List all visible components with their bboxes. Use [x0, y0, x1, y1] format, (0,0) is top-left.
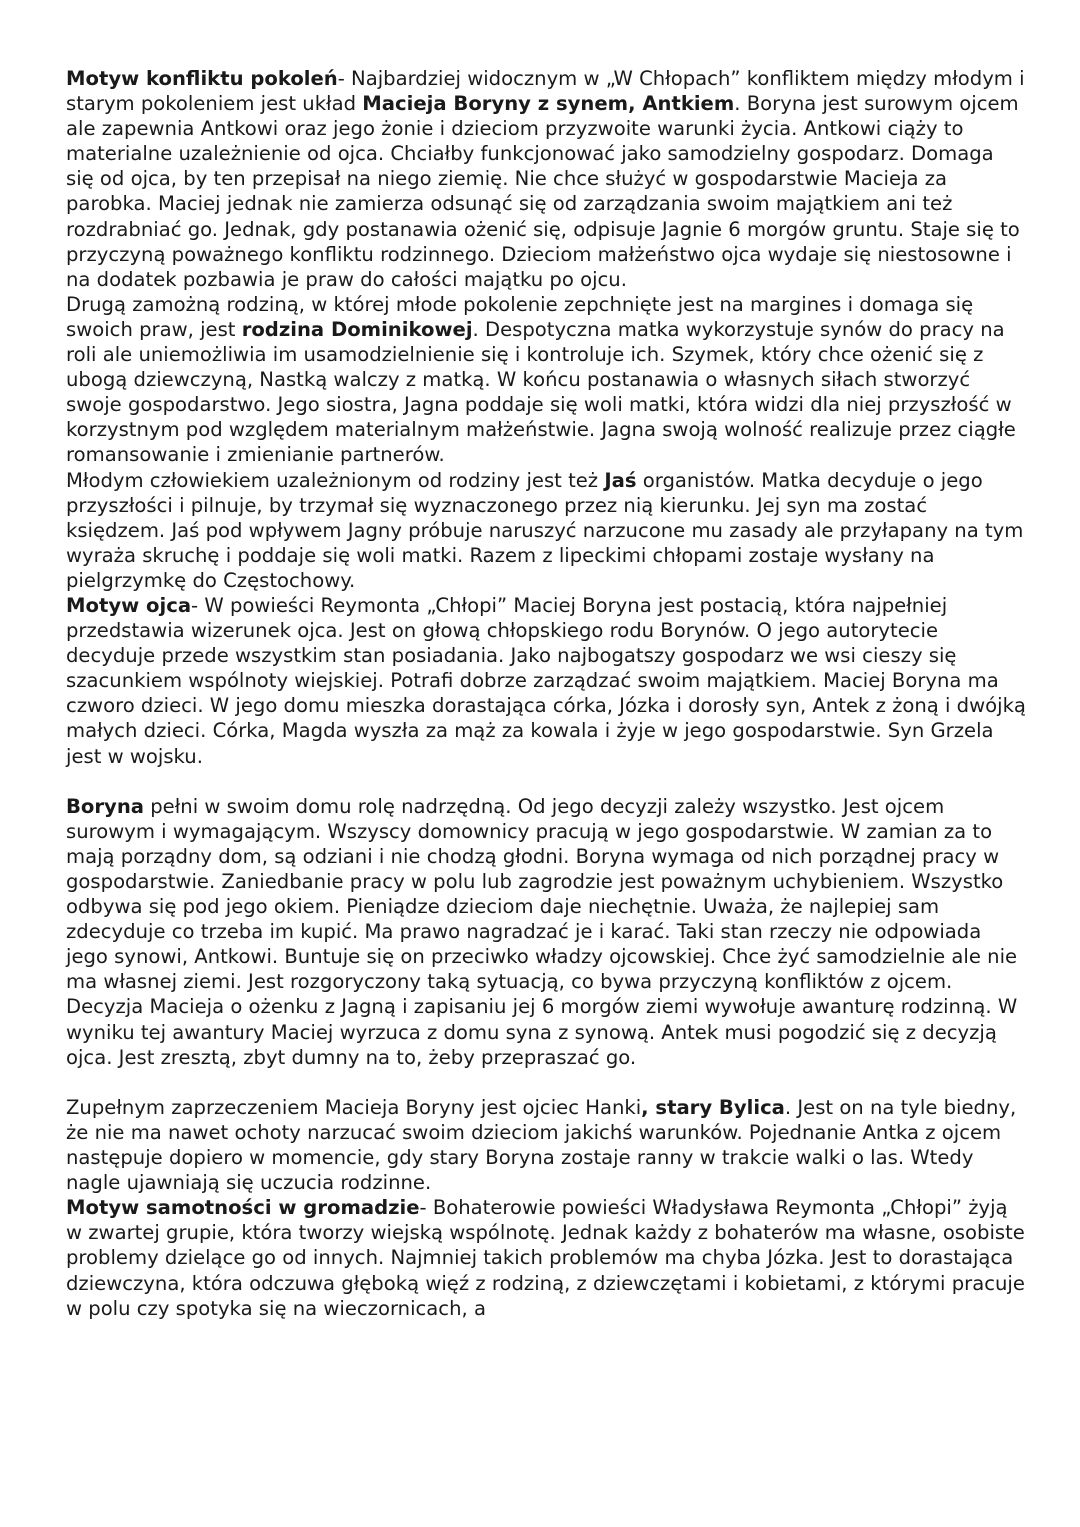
body-text: pełni w swoim domu rolę nadrzędną. Od jego decyzji zależy wszystko. Jest ojcem surowym i wymagającym. Wszyscy domownicy pracują w jego gospodarstwie. W zamian za to mają porządny dom, są odziani i nie chodzą głodni. Boryna wymaga od nich porządnej pracy w gospodarstwie. Zaniedbanie pracy w polu lub zagrodzie jest poważnym uchybieniem. Wszystko odbywa się pod jego okiem. Pieniądze dzieciom daje niechętnie. Uważa, że najlepiej sam zdecyduje co trzeba im kupić. Ma prawo nagradzać je i karać. Taki stan rzeczy nie odpowiada jego synowi, Antkowi. Buntuje się on przeciwko władzy ojcowskiej. Chce żyć samodzielnie ale nie ma własnej ziemi. Jest rozgoryczony taką sytuacją, co bywa przyczyną konfliktów z ojcem. Decyzja Macieja o ożenku z Jagną i zapisaniu jej 6 morgów ziemi wywołuje awanturę rodzinną. W wyniku tej awantury Maciej wyrzuca z domu syna z synową. Antek musi pogodzić się z decyzją ojca. Jest zresztą, zbyt dumny na to, żeby przepraszać go. — [66, 794, 1018, 1069]
body-text: organistów. Matka decyduje o jego przyszłości i pilnuje, by trzymał się wyznaczonego przez nią kierunku. Jej syn ma zostać księdzem. Jaś pod wpływem Jagny próbuje naruszyć narzucone mu zasady ale przyłapany na tym wyraża skruchę i poddaje się woli matki. Razem z lipeckimi chłopami zostaje wysłany na pielgrzymkę do Częstochowy. — [66, 468, 1024, 592]
body-text: - Bohaterowie powieści Władysława Reymonta „Chłopi” żyją w zwartej grupie, która tworzy wiejską wspólnotę. Jednak każdy z bohaterów ma własne, osobiste problemy dzielące go od innych. Najmniej takich problemów ma chyba Józka. Jest to dorastająca dziewczyna, która odczuwa głęboką więź z rodziną, z dziewczętami i kobietami, z którymi pracuje w polu czy spotyka się na wieczornicach, a — [66, 1196, 1025, 1320]
body-text: Drugą zamożną rodziną, w której młode pokolenie zepchnięte jest na margines i domaga się swoich praw, jest — [66, 292, 974, 341]
bold-heading-text: Motyw konfliktu pokoleń — [66, 67, 338, 90]
paragraph-p5 — [66, 794, 1026, 1070]
body-text: . Despotyczna matka wykorzystuje synów do pracy na roli ale uniemożliwia im usamodzielnienie się i kontroluje ich. Szymek, który chce ożenić się z ubogą dziewczyną, Nastką walczy z matką. W końcu postanawia o własnych siłach stworzyć swoje gospodarstwo. Jego siostra, Jagna poddaje się woli matki, która widzi dla niej przyszłość w korzystnym pod względem materialnym małżeństwie. Jagna swoją wolność realizuje przez ciągłe romansowanie i zmienianie partnerów. — [66, 317, 1016, 467]
paragraph-gap — [66, 1070, 1026, 1095]
paragraph-gap — [66, 769, 1026, 794]
bold-heading-text: Jaś — [604, 468, 637, 492]
bold-heading-text: Motyw ojca — [66, 593, 192, 617]
paragraph-p7 — [66, 1195, 1026, 1320]
bold-heading-text: rodzina Dominikowej — [241, 317, 473, 341]
bold-heading-text: , stary Bylica — [641, 1095, 785, 1119]
body-text: Zupełnym zaprzeczeniem Macieja Boryny jest ojciec Hanki — [66, 1095, 642, 1119]
bold-heading-text: Boryna — [66, 794, 145, 818]
body-text: - W powieści Reymonta „Chłopi” Maciej Boryna jest postacią, która najpełniej przedstawia wizerunek ojca. Jest on głową chłopskiego rodu Borynów. O jego autorytecie decyduje przede wszystkim stan posiadania. Jako najbogatszy gospodarz we wsi cieszy się szacunkiem wspólnoty wiejskiej. Potrafi dobrze zarządzać swoim majątkiem. Maciej Boryna ma czworo dzieci. W jego domu mieszka dorastająca córka, Józka i dorosły syn, Antek z żoną i dwójką małych dzieci. Córka, Magda wyszła za mąż za kowala i żyje w jego gospodarstwie. Syn Grzela jest w wojsku. — [66, 593, 1026, 768]
body-text: Młodym człowiekiem uzależnionym od rodziny jest też — [66, 468, 605, 492]
body-text: . Jest on na tyle biedny, że nie ma nawet ochoty narzucać swoim dzieciom jakichś warunków. Pojednanie Antka z ojcem następuje dopiero w momencie, gdy stary Boryna zostaje ranny w trakcie walki o las. Wtedy nagle ujawniają się uczucia rodzinne. — [66, 1095, 1017, 1195]
paragraph-p4 — [66, 593, 1026, 769]
body-text: . Boryna jest surowym ojcem ale zapewnia Antkowi oraz jego żonie i dzieciom przyzwoite warunki życia. Antkowi ciąży to materialne uzależnienie od ojca. Chciałby funkcjonować jako samodzielny gospodarz. Domaga się od ojca, by ten przepisał na niego ziemię. Nie chce służyć w gospodarstwie Macieja za parobka. Maciej jednak nie zamierza odsunąć się od zarządzania swoim majątkiem ani też rozdrabniać go. Jednak, gdy postanawia ożenić się, odpisuje Jagnie 6 morgów gruntu. Staje się to przyczyną poważnego konfliktu rodzinnego. Dzieciom małżeństwo ojca wydaje się niestosowne i na dodatek pozbawia je praw do całości majątku po ojcu. — [66, 92, 1020, 291]
paragraph-p1 — [66, 66, 1026, 292]
paragraph-p3 — [66, 468, 1026, 593]
body-text: - Najbardziej widocznym w „W Chłopach” konfliktem między młodym i starym pokoleniem jest układ — [66, 67, 1025, 116]
document-page — [66, 66, 1026, 1321]
paragraph-p6 — [66, 1095, 1026, 1195]
paragraph-p2 — [66, 292, 1026, 468]
bold-heading-text: Macieja Boryny z synem, Antkiem — [362, 92, 735, 116]
bold-heading-text: Motyw samotności w gromadzie — [66, 1196, 420, 1220]
